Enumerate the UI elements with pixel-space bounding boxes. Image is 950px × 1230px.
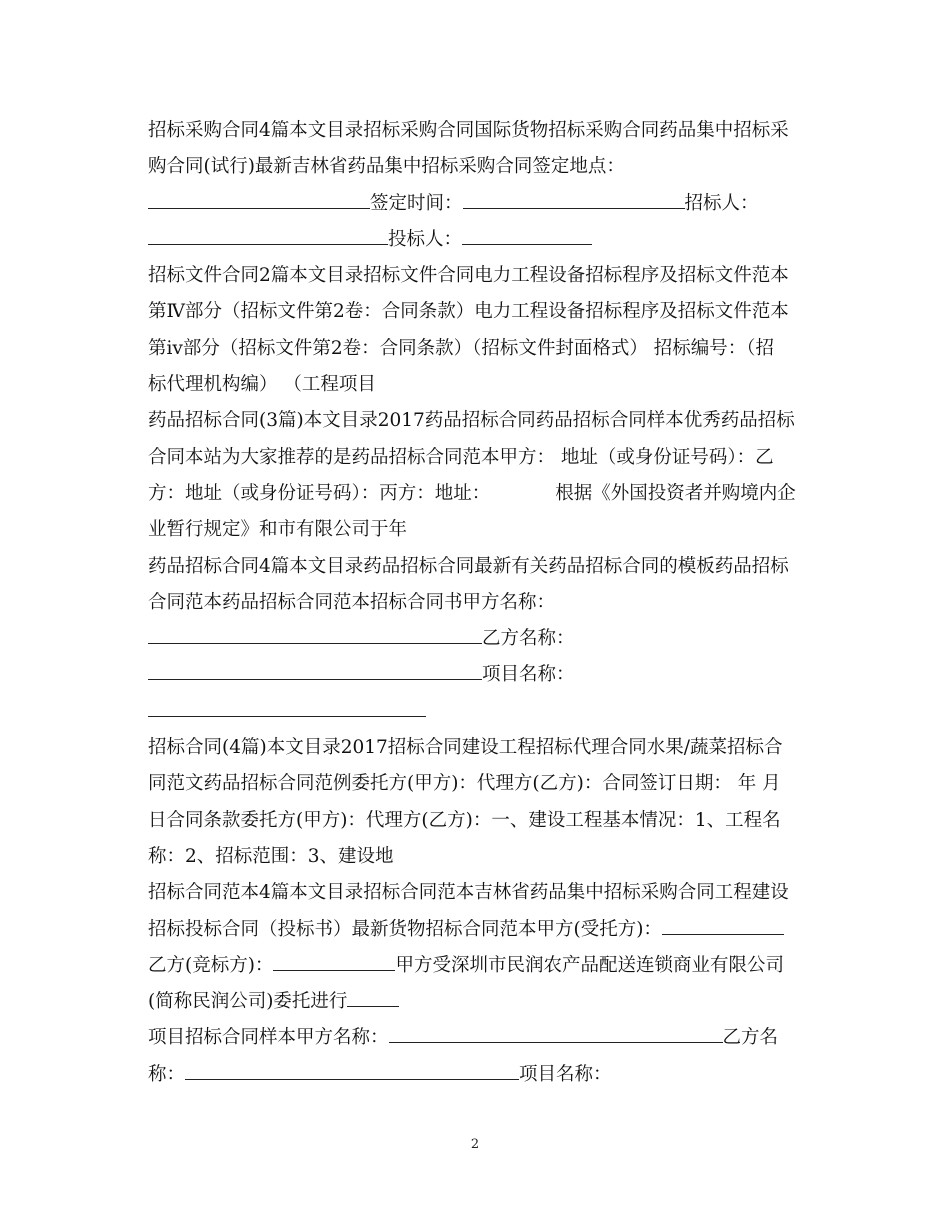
bidder-label: 投标人：	[388, 228, 463, 250]
text-line	[148, 984, 808, 1020]
entrustment-text: 甲方受深圳市民润农产品配送连锁商业有限公司	[395, 954, 784, 976]
party-b-name-label: 乙方名称：	[482, 628, 575, 650]
text-line	[148, 948, 808, 984]
text-line: 招标文件合同2篇本文目录招标文件合同电力工程设备招标程序及招标文件范本	[148, 265, 789, 287]
fill-blank	[148, 715, 426, 717]
fill-blank	[273, 969, 395, 971]
text-line: 第ⅳ部分（招标文件第2卷：合同条款）（招标文件封面格式） 招标编号：（招	[148, 337, 775, 359]
text-line: 招标采购合同4篇本文目录招标采购合同国际货物招标采购合同药品集中招标采	[148, 120, 789, 141]
tenderer-label: 招标人：	[684, 192, 759, 214]
fill-blank	[148, 207, 370, 209]
fill-blank	[148, 642, 482, 644]
goods-tender-line: 招标投标合同（投标书）最新货物招标合同范本甲方(受托方)：	[148, 918, 662, 940]
paragraph-procurement-contract	[148, 113, 808, 258]
project-name-label: 项目名称：	[482, 664, 575, 686]
text-line	[148, 186, 808, 222]
text-line: 称：2、招标范围：3、建设地	[148, 845, 394, 867]
fill-blank	[347, 1005, 399, 1007]
fill-blank	[662, 933, 784, 935]
text-line	[148, 1020, 808, 1056]
paragraph-drug-tender-contract	[148, 403, 808, 548]
fill-blank	[148, 678, 482, 680]
text-line	[148, 912, 808, 948]
paragraph-tender-document-contract	[148, 258, 808, 403]
entrustment-continued: (简称民润公司)委托进行	[148, 991, 348, 1013]
text-line: 招标合同范本4篇本文目录招标合同范本吉林省药品集中招标采购合同工程建设	[148, 882, 789, 904]
page-number: 2	[470, 1137, 480, 1152]
text-line: 招标合同(4篇)本文目录2017招标合同建设工程招标代理合同水果/蔬菜招标合	[148, 737, 783, 759]
fill-blank	[462, 243, 592, 245]
fill-blank	[389, 1041, 723, 1043]
text-line	[148, 1057, 808, 1093]
text-line	[148, 222, 808, 258]
bidder-party-label: 乙方(竞标方)：	[148, 954, 274, 976]
text-line	[148, 694, 808, 730]
fill-blank	[463, 207, 685, 209]
text-line: 合同本站为大家推荐的是药品招标合同范本甲方： 地址（或身份证号码）：乙	[148, 446, 774, 468]
party-b-name-suffix: 称：	[148, 1063, 186, 1085]
text-line: 药品招标合同(3篇)本文目录2017药品招标合同药品招标合同样本优秀药品招标	[148, 410, 795, 432]
text-line: 第Ⅳ部分（招标文件第2卷：合同条款）电力工程设备招标程序及招标文件范本	[148, 301, 789, 323]
text-line: 标代理机构编） （工程项目	[148, 374, 376, 396]
text-line: 日合同条款委托方(甲方)：代理方(乙方)：一、建设工程基本情况：1、工程名	[148, 809, 781, 831]
text-line: 合同范本药品招标合同范本招标合同书甲方名称：	[148, 591, 556, 613]
text-line: 业暂行规定》和市有限公司于年	[148, 519, 408, 541]
project-name-label: 项目名称：	[519, 1063, 612, 1085]
fill-blank	[185, 1078, 519, 1080]
text-line	[148, 621, 808, 657]
paragraph-tender-contract-template	[148, 875, 808, 1020]
paragraph-tender-contract	[148, 730, 808, 875]
text-line: 购合同(试行)最新吉林省药品集中招标采购合同签定地点：	[148, 156, 625, 178]
signing-time-label: 签定时间：	[370, 192, 463, 214]
paragraph-drug-tender-template	[148, 549, 808, 730]
text-line	[148, 657, 808, 693]
text-line: 同范文药品招标合同范例委托方(甲方)：代理方(乙方)：合同签订日期： 年 月	[148, 773, 781, 795]
regulation-reference: 根据《外国投资者并购境内企	[555, 482, 796, 504]
party-b-name-prefix: 乙方名	[722, 1027, 779, 1049]
party-c-address: 方：地址（或身份证号码）：丙方：地址：	[148, 482, 491, 504]
paragraph-project-tender-sample	[148, 1020, 808, 1093]
text-line: 药品招标合同4篇本文目录药品招标合同最新有关药品招标合同的模板药品招标	[148, 555, 789, 577]
text-line	[148, 476, 808, 512]
party-a-name-label: 项目招标合同样本甲方名称：	[148, 1027, 389, 1049]
document-body	[148, 113, 808, 1093]
fill-blank	[148, 243, 388, 245]
